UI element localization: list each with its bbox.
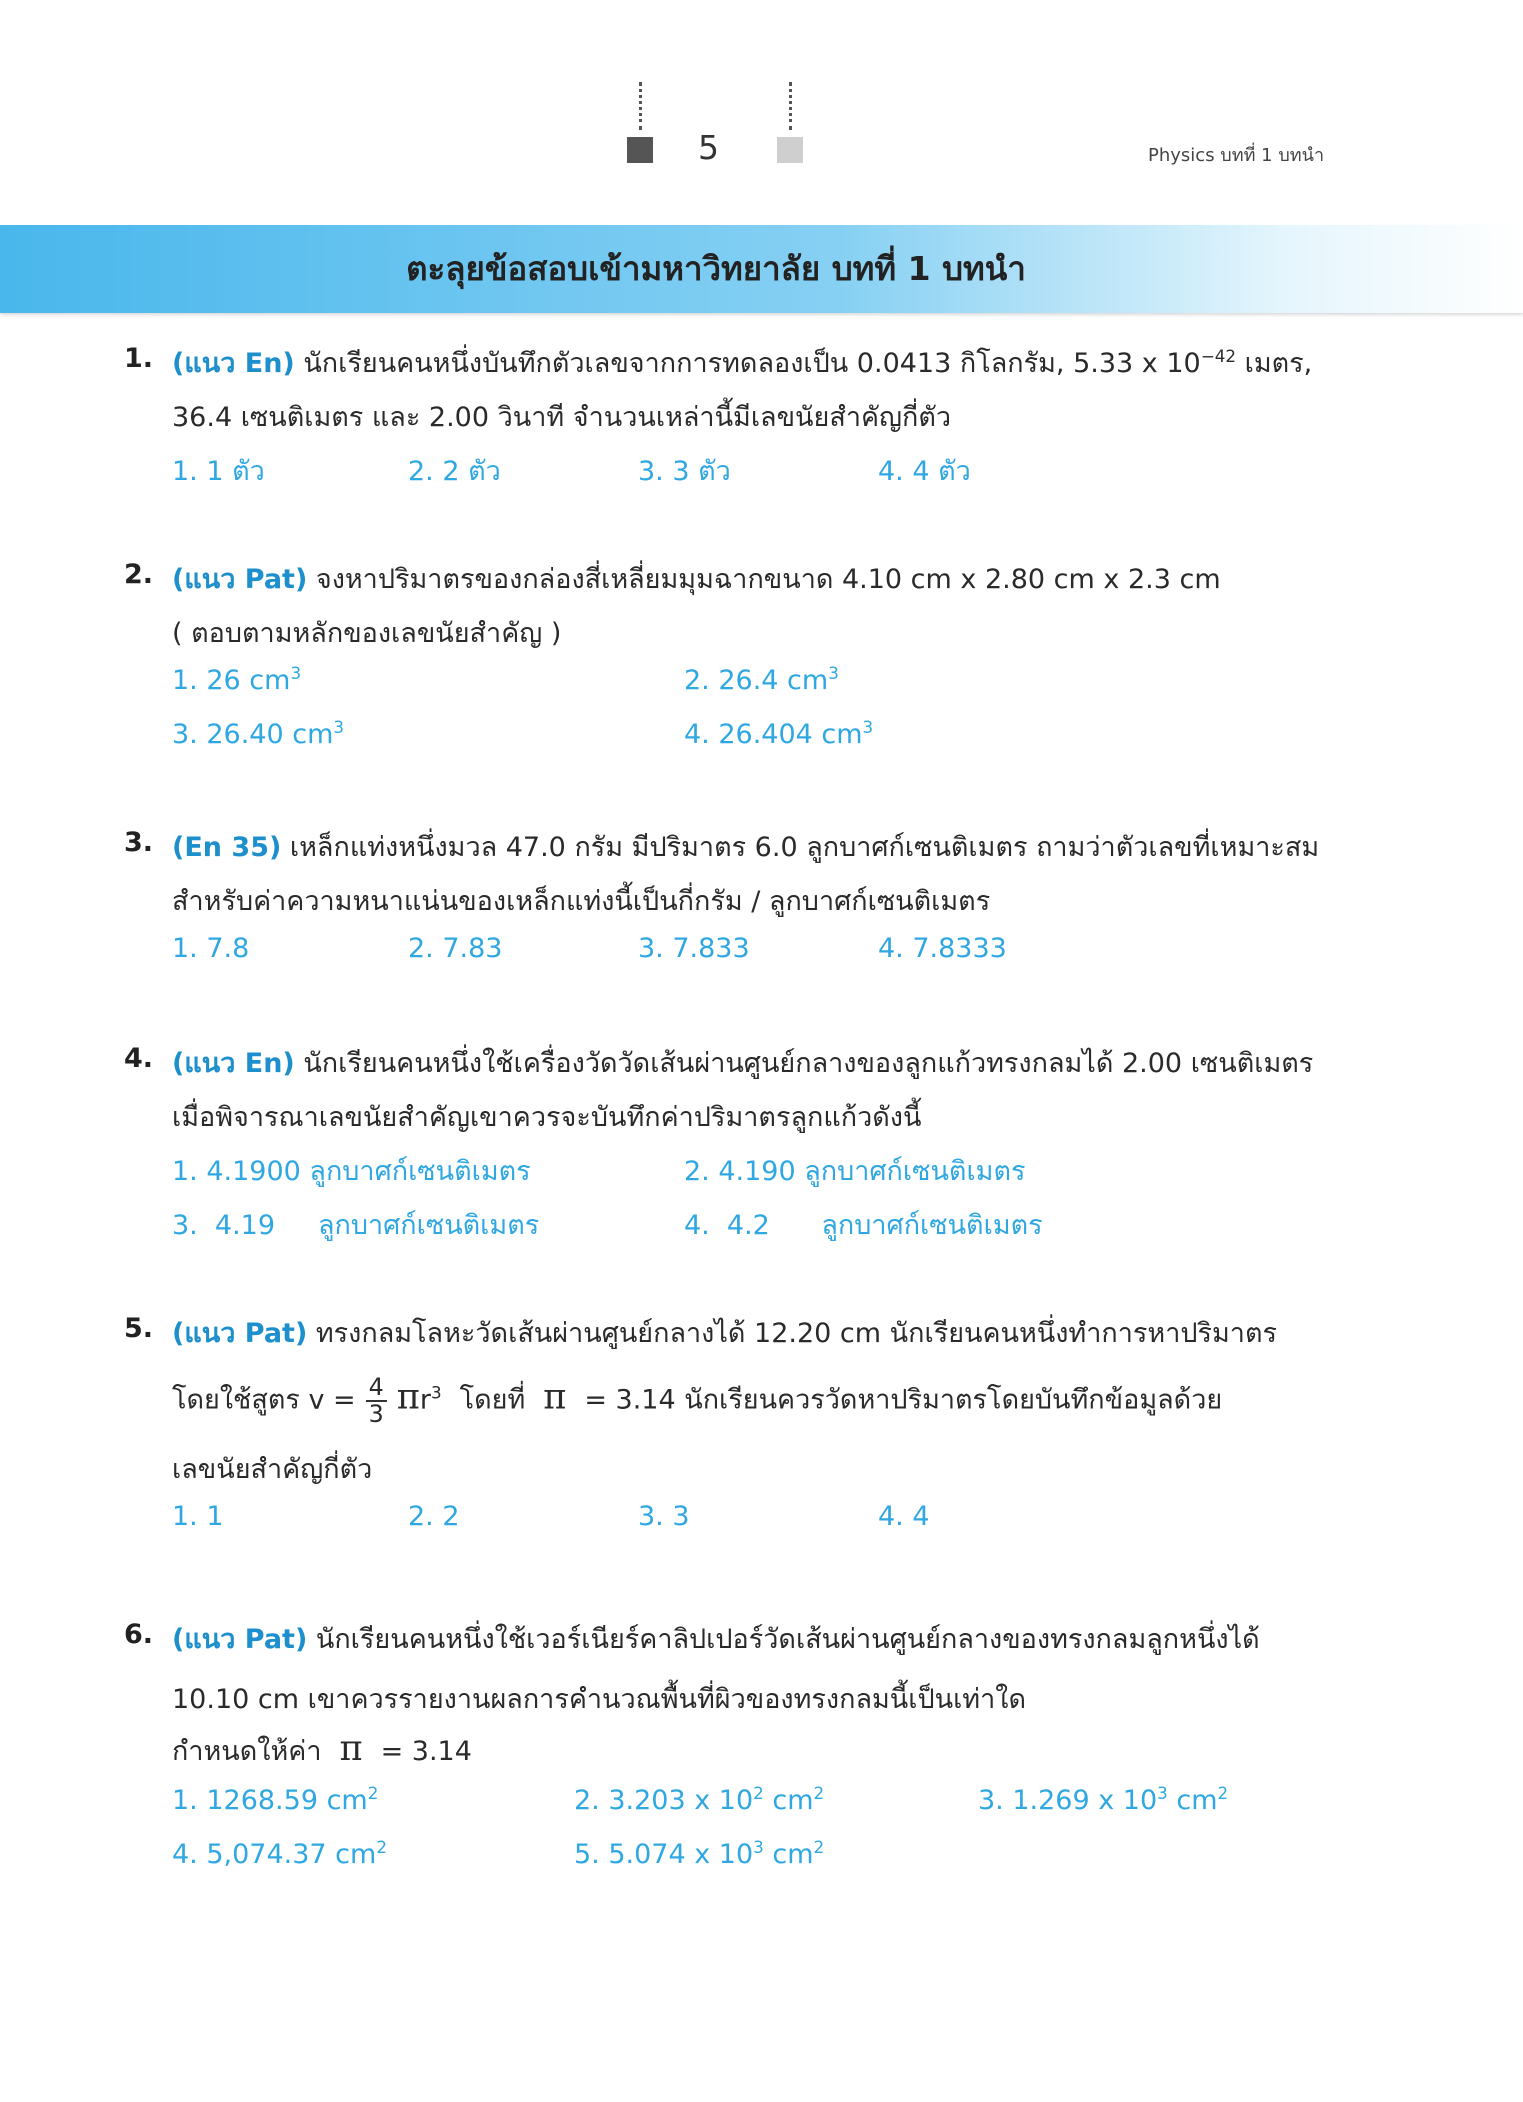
answer-option[interactable]: 2. 4.190 ลูกบาศก์เซนติเมตร <box>684 1156 1026 1187</box>
answer-option[interactable]: 1. 4.1900 ลูกบาศก์เซนติเมตร <box>172 1156 531 1187</box>
question-text-line: 36.4 เซนติเมตร และ 2.00 วินาที จำนวนเหล่านี้มีเลขนัยสำคัญกี่ตัว <box>172 402 952 433</box>
answer-option[interactable]: 3. 4.19 ลูกบาศก์เซนติเมตร <box>172 1210 540 1241</box>
answer-option[interactable]: 3. 3 ตัว <box>638 456 731 487</box>
question-text: (En 35) เหล็กแท่งหนึ่งมวล 47.0 กรัม มีปริมาตร 6.0 ลูกบาศก์เซนติเมตร ถามว่าตัวเลขที่เหมาะสม <box>172 832 1320 863</box>
question-text: (แนว Pat) ทรงกลมโลหะวัดเส้นผ่านศูนย์กลางได้ 12.20 cm นักเรียนคนหนึ่งทำการหาปริมาตร <box>172 1318 1277 1349</box>
answer-option[interactable]: 5. 5.074 x $10^3$ $cm^2$ <box>574 1837 825 1870</box>
answer-option[interactable]: 1. 26 $cm^3$ <box>172 663 302 696</box>
question-text-line: ( ตอบตามหลักของเลขนัยสำคัญ ) <box>172 618 562 649</box>
page-header <box>0 0 1523 200</box>
question-source: (แนว En) <box>172 1048 295 1079</box>
answer-option[interactable]: 3. 26.40 $cm^3$ <box>172 717 345 750</box>
question-number: 6. <box>124 1619 154 1650</box>
pi-symbol: π <box>543 1376 567 1418</box>
question-source: (แนว Pat) <box>172 564 308 595</box>
answer-option[interactable]: 4. 4 <box>878 1501 930 1532</box>
question-text: (แนว En) นักเรียนคนหนึ่งบันทึกตัวเลขจากการทดลองเป็น 0.0413 กิโลกรัม, 5.33 x $10^{-42}$ เมตร, <box>172 346 1313 379</box>
dark-square-marker <box>627 137 653 163</box>
question-source: (แนว Pat) <box>172 1318 308 1349</box>
answer-option[interactable]: 4. 5,074.37 $cm^2$ <box>172 1837 387 1870</box>
formula-line: โดยใช้สูตร v = $\frac{4}{3}$ $\pi r^3$ โดยที่ π = 3.14 นักเรียนควรวัดหาปริมาตรโดยบันทึกข้อมูลด้วย <box>172 1373 1223 1428</box>
answer-option[interactable]: 2. 7.83 <box>408 933 503 964</box>
dotted-marker-right <box>789 82 792 130</box>
question-number: 4. <box>124 1043 154 1074</box>
pi-symbol: π <box>339 1728 363 1769</box>
pi-symbol: π <box>396 1376 420 1418</box>
question-text-line: สำหรับค่าความหนาแน่นของเหล็กแท่งนี้เป็นกี่กรัม / ลูกบาศก์เซนติเมตร <box>172 886 991 917</box>
question-text-line: กำหนดให้ค่า π = 3.14 <box>172 1728 472 1769</box>
question-number: 2. <box>124 559 154 590</box>
dotted-marker-left <box>639 82 642 130</box>
question-text: (แนว En) นักเรียนคนหนึ่งใช้เครื่องวัดวัดเส้นผ่านศูนย์กลางของลูกแก้วทรงกลมได้ 2.00 เซนติเมตร <box>172 1048 1314 1079</box>
answer-option[interactable]: 1. 1268.59 $cm^2$ <box>172 1783 379 1816</box>
question-number: 3. <box>124 827 154 858</box>
fraction-four-thirds: $\frac{4}{3}$ <box>366 1375 387 1427</box>
section-title: ตะลุยข้อสอบเข้ามหาวิทยาลัย บทที่ 1 บทนำ <box>406 249 1026 288</box>
answer-option[interactable]: 2. 2 <box>408 1501 460 1532</box>
question-text: (แนว Pat) นักเรียนคนหนึ่งใช้เวอร์เนียร์คาลิปเปอร์วัดเส้นผ่านศูนย์กลางของทรงกลมลูกหนึ่งได้ <box>172 1624 1260 1655</box>
question-text-line: เลขนัยสำคัญกี่ตัว <box>172 1454 373 1485</box>
question-number: 5. <box>124 1313 154 1344</box>
answer-option[interactable]: 2. 3.203 x $10^2$ $cm^2$ <box>574 1783 825 1816</box>
answer-option[interactable]: 3. 1.269 x $10^3$ $cm^2$ <box>978 1783 1229 1816</box>
answer-option[interactable]: 1. 1 <box>172 1501 224 1532</box>
page-number: 5 <box>698 128 719 167</box>
question-source: (แนว Pat) <box>172 1624 308 1655</box>
question-number: 1. <box>124 343 154 374</box>
answer-option[interactable]: 4. 26.404 $cm^3$ <box>684 717 874 750</box>
question-text-line: 10.10 cm เขาควรรายงานผลการคำนวณพื้นที่ผิวของทรงกลมนี้เป็นเท่าใด <box>172 1684 1026 1715</box>
answer-option[interactable]: 4. 4.2 ลูกบาศก์เซนติเมตร <box>684 1210 1043 1241</box>
running-head: Physics บทที่ 1 บทนำ <box>1148 145 1325 166</box>
answer-option[interactable]: 2. 2 ตัว <box>408 456 501 487</box>
answer-option[interactable]: 3. 3 <box>638 1501 690 1532</box>
question-source: (En 35) <box>172 832 282 863</box>
light-square-marker <box>777 137 803 163</box>
question-text: (แนว Pat) จงหาปริมาตรของกล่องสี่เหลี่ยมมุมฉากขนาด 4.10 cm x 2.80 cm x 2.3 cm <box>172 564 1221 595</box>
answer-option[interactable]: 3. 7.833 <box>638 933 750 964</box>
answer-option[interactable]: 1. 7.8 <box>172 933 250 964</box>
answer-option[interactable]: 4. 4 ตัว <box>878 456 971 487</box>
question-text-line: เมื่อพิจารณาเลขนัยสำคัญเขาควรจะบันทึกค่าปริมาตรลูกแก้วดังนี้ <box>172 1102 922 1133</box>
question-source: (แนว En) <box>172 348 295 379</box>
answer-option[interactable]: 2. 26.4 $cm^3$ <box>684 663 839 696</box>
answer-option[interactable]: 1. 1 ตัว <box>172 456 265 487</box>
answer-option[interactable]: 4. 7.8333 <box>878 933 1007 964</box>
